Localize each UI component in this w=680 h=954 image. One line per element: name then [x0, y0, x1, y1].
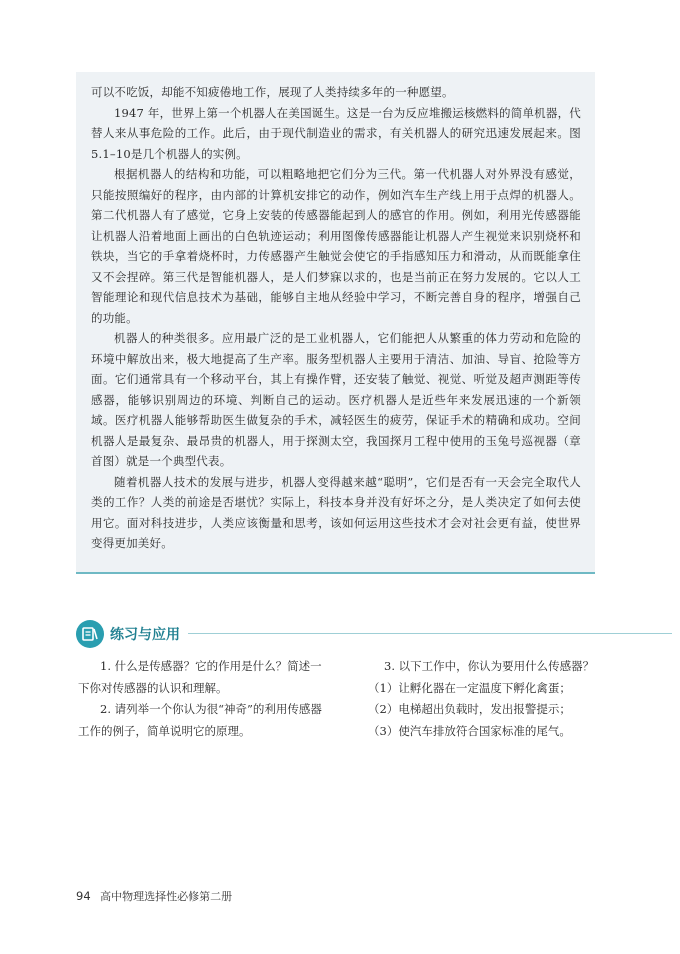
reading-paragraph: 随着机器人技术的发展与进步，机器人变得越来越“聪明”，它们是否有一天会完全取代人类的工作？人类的前途是否堪忧？实际上，科技本身并没有好坏之分，是人类决定了如何去使用它。面对科技进步，人类应该衡量和思考，该如何运用这些技术才会对社会更有益，使世界变得更加美好。 [91, 474, 581, 550]
practice-icon [76, 620, 104, 648]
page-number: 94 [76, 889, 91, 903]
section-rule [188, 633, 672, 634]
exercise-sub-item: （1）让孵化器在一定温度下孵化禽蛋； [368, 680, 571, 695]
exercise-column-left [78, 656, 332, 742]
exercise-question: 1. 什么是传感器？它的作用是什么？简述一下你对传感器的认识和理解。 [78, 659, 322, 695]
exercise-question: 2. 请列举一个你认为很“神奇”的利用传感器工作的例子，简单说明它的原理。 [78, 702, 322, 738]
exercise-sub-item: （3）使汽车排放符合国家标准的尾气。 [368, 723, 571, 738]
reading-paragraph: 机器人的种类很多。应用最广泛的是工业机器人，它们能把人从繁重的体力劳动和危险的环境中解放出来，极大地提高了生产率。服务型机器人主要用于清洁、加油、导盲、抢险等方面。它们通常具有一个移动平台，其上有操作臂，还安装了触觉、视觉、听觉及超声测距等传感器，能够识别周边的环境、判断自己的运动。医疗机器人是近些年来发展迅速的一个新领域。医疗机器人能够帮助医生做复杂的手术，减轻医生的疲劳，保证手术的精确和成功。空间机器人是最复杂、最昂贵的机器人，用于探测太空，我国探月工程中使用的玉兔号巡视器（章首图）就是一个典型代表。 [91, 331, 581, 468]
reading-paragraph: 根据机器人的结构和功能，可以粗略地把它们分为三代。第一代机器人对外界没有感觉，只能按照编好的程序，由内部的计算机安排它的动作，例如汽车生产线上用于点焊的机器人。第二代机器人有了感觉，它身上安装的传感器能起到人的感官的作用。例如，利用光传感器能让机器人沿着地面上画出的白色轨迹运动；利用图像传感器能让机器人产生视觉来识别烧杯和铁块，当它的手拿着烧杯时，力传感器产生触觉会使它的手指感知压力和滑动，从而既能拿住又不会捏碎。第三代是智能机器人，是人们梦寐以求的，也是当前正在努力发展的。它以人工智能理论和现代信息技术为基础，能够自主地从经验中学习，不断完善自身的程序，增强自己的功能。 [91, 167, 581, 325]
exercise-sub-item: （2）电梯超出负载时，发出报警提示； [368, 702, 571, 716]
section-title: 练习与应用 [110, 627, 180, 643]
reading-paragraph: 1947 年，世界上第一个机器人在美国诞生。这是一台为反应堆搬运核燃料的简单机器，代替人来从事危险的工作。此后，由于现代制造业的需求，有关机器人的研究迅速发展起来。图5.1–10是几个机器人的实例。 [91, 105, 581, 161]
page-footer [76, 888, 232, 904]
divider [76, 572, 595, 574]
exercise-column-right [362, 656, 602, 742]
section-header [76, 620, 672, 648]
book-title: 高中物理选择性必修第二册 [100, 890, 233, 903]
reading-paragraph: 可以不吃饭，却能不知疲倦地工作，展现了人类持续多年的一种愿望。 [91, 85, 454, 99]
reading-box [76, 72, 595, 572]
exercise-question: 3. 以下工作中，你认为要用什么传感器？ [384, 659, 595, 673]
